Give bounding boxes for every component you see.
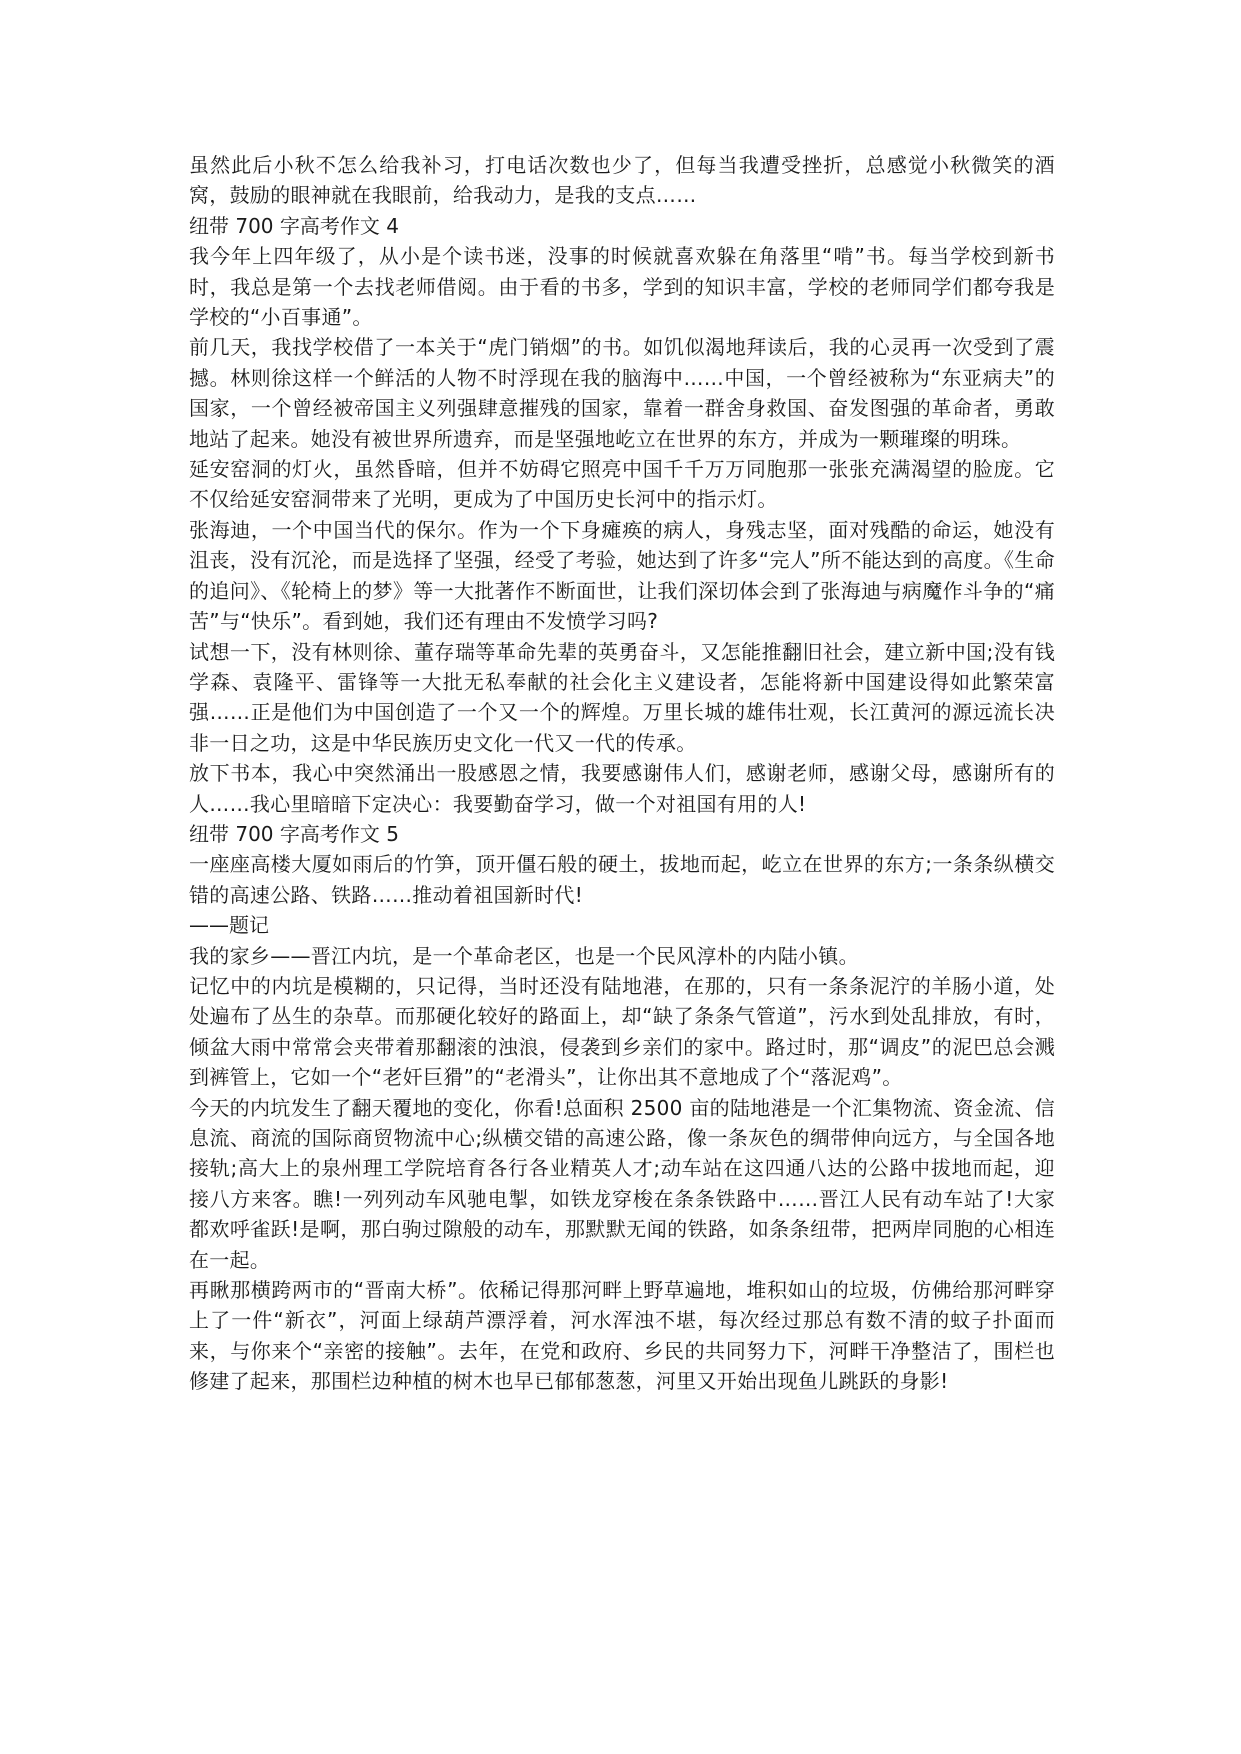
paragraph: 我的家乡——晋江内坑，是一个革命老区，也是一个民风淳朴的内陆小镇。	[189, 943, 859, 968]
paragraph: 延安窑洞的灯火，虽然昏暗，但并不妨碍它照亮中国千千万万同胞那一张张充满渴望的脸庞。它不仅给延安窑洞带来了光明，更成为了中国历史长河中的指示灯。	[189, 457, 1055, 512]
paragraph: 一座座高楼大厦如雨后的竹笋，顶开僵石般的硬土，拔地而起，屹立在世界的东方;一条条纵横交错的高速公路、铁路……推动着祖国新时代!	[189, 852, 1055, 907]
paragraph: 我今年上四年级了，从小是个读书迷，没事的时候就喜欢躲在角落里“啃”书。每当学校到新书时，我总是第一个去找老师借阅。由于看的书多，学到的知识丰富，学校的老师同学们都夸我是学校的“小百事通”。	[189, 244, 1055, 330]
paragraph: 记忆中的内坑是模糊的，只记得，当时还没有陆地港，在那的，只有一条条泥泞的羊肠小道，处处遍布了丛生的杂草。而那硬化较好的路面上，却“缺了条条气管道”，污水到处乱排放，有时，倾盆大雨中常常会夹带着那翻滚的浊浪，侵袭到乡亲们的家中。路过时，那“调皮”的泥巴总会溅到裤管上，它如一个“老奸巨猾”的“老滑头”，让你出其不意地成了个“落泥鸡”。	[189, 973, 1055, 1090]
paragraph: 再瞅那横跨两市的“晋南大桥”。依稀记得那河畔上野草遍地，堆积如山的垃圾，仿佛给那河畔穿上了一件“新衣”，河面上绿葫芦漂浮着，河水浑浊不堪，每次经过那总有数不清的蚊子扑面而来，与你来个“亲密的接触”。去年，在党和政府、乡民的共同努力下，河畔干净整洁了，围栏也修建了起来，那围栏边种植的树木也早已郁郁葱葱，河里又开始出现鱼儿跳跃的身影!	[189, 1278, 1055, 1394]
paragraph: 放下书本，我心中突然涌出一股感恩之情，我要感谢伟人们，感谢老师，感谢父母，感谢所有的人……我心里暗暗下定决心：我要勤奋学习，做一个对祖国有用的人!	[189, 761, 1055, 816]
paragraph: 虽然此后小秋不怎么给我补习，打电话次数也少了，但每当我遭受挫折，总感觉小秋微笑的酒窝，鼓励的眼神就在我眼前，给我动力，是我的支点……	[189, 153, 1055, 208]
paragraph: 试想一下，没有林则徐、董存瑞等革命先辈的英勇奋斗，又怎能推翻旧社会，建立新中国;没有钱学森、袁隆平、雷锋等一大批无私奉献的社会化主义建设者，怎能将新中国建设得如此繁荣富强……正是他们为中国创造了一个又一个的辉煌。万里长城的雄伟壮观，长江黄河的源远流长决非一日之功，这是中华民族历史文化一代又一代的传承。	[189, 639, 1055, 755]
epigraph-label: ——题记	[189, 913, 269, 938]
document-page	[189, 150, 1055, 1397]
section-heading: 纽带 700 字高考作文 5	[189, 821, 399, 846]
section-heading: 纽带 700 字高考作文 4	[189, 213, 399, 238]
paragraph: 张海迪，一个中国当代的保尔。作为一个下身瘫痪的病人，身残志坚，面对残酷的命运，她没有沮丧，没有沉沦，而是选择了坚强，经受了考验，她达到了许多“完人”所不能达到的高度。《生命的追问》、《轮椅上的梦》等一大批著作不断面世，让我们深切体会到了张海迪与病魔作斗争的“痛苦”与“快乐”。看到她，我们还有理由不发愤学习吗?	[189, 517, 1055, 634]
paragraph: 今天的内坑发生了翻天覆地的变化，你看!总面积 2500 亩的陆地港是一个汇集物流、资金流、信息流、商流的国际商贸物流中心;纵横交错的高速公路，像一条灰色的绸带伸向远方，与全国各地接轨;高大上的泉州理工学院培育各行各业精英人才;动车站在这四通八达的公路中拔地而起，迎接八方来客。瞧!一列列动车风驰电掣，如铁龙穿梭在条条铁路中……晋江人民有动车站了!大家都欢呼雀跃!是啊，那白驹过隙般的动车，那默默无闻的铁路，如条条纽带，把两岸同胞的心相连在一起。	[189, 1095, 1055, 1272]
paragraph: 前几天，我找学校借了一本关于“虎门销烟”的书。如饥似渴地拜读后，我的心灵再一次受到了震撼。林则徐这样一个鲜活的人物不时浮现在我的脑海中……中国，一个曾经被称为“东亚病夫”的国家，一个曾经被帝国主义列强肆意摧残的国家，靠着一群舍身救国、奋发图强的革命者，勇敢地站了起来。她没有被世界所遗弃，而是坚强地屹立在世界的东方，并成为一颗璀璨的明珠。	[189, 335, 1055, 451]
